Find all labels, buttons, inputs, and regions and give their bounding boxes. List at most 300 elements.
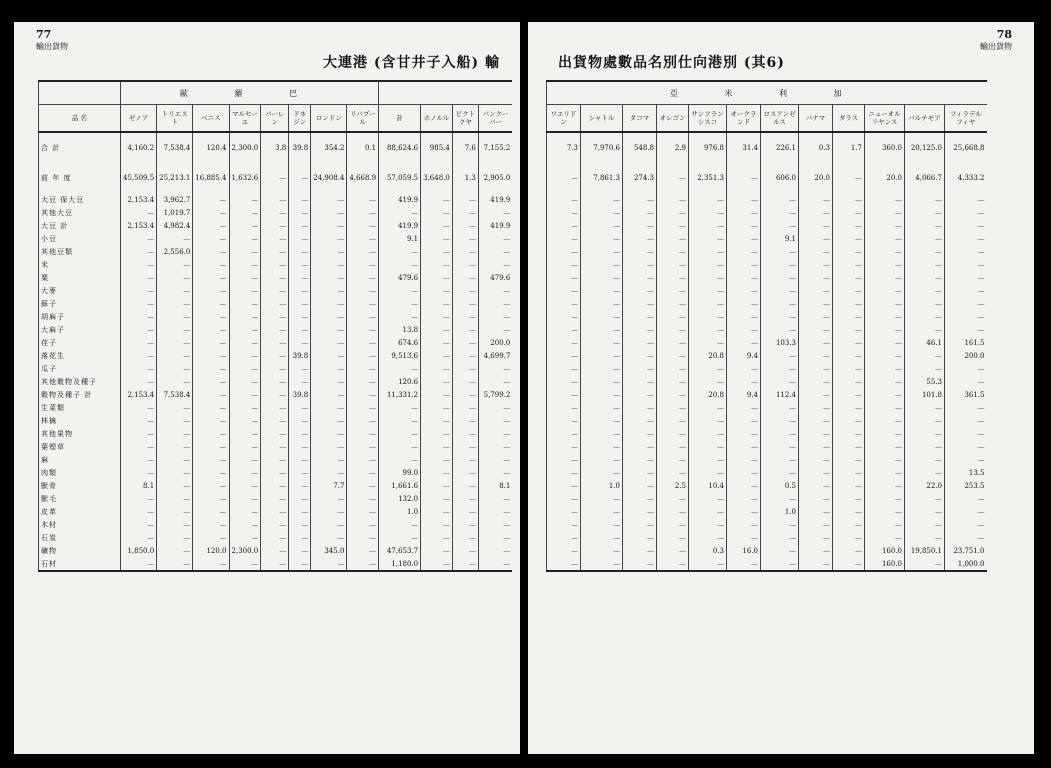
table-cell: 226.1 [761, 132, 799, 163]
table-cell: — [905, 258, 945, 271]
table-cell: — [727, 557, 761, 571]
table-cell: — [657, 453, 689, 466]
table-cell: — [657, 544, 689, 557]
table-cell: — [727, 193, 761, 206]
table-cell: — [121, 505, 157, 518]
table-cell: — [581, 557, 623, 571]
table-cell: 160.0 [865, 557, 905, 571]
table-row [547, 349, 987, 362]
row-label: 葉煙草 [39, 440, 121, 453]
table-cell: 120.6 [379, 375, 421, 388]
table-cell: — [761, 440, 799, 453]
table-cell: — [229, 323, 261, 336]
table-row [547, 310, 987, 323]
table-cell: 479.6 [379, 271, 421, 284]
table-cell: — [865, 518, 905, 531]
table-cell: — [547, 427, 581, 440]
table-cell: — [311, 518, 347, 531]
table-cell: — [121, 310, 157, 323]
table-cell: 1.0 [581, 479, 623, 492]
table-cell: — [761, 245, 799, 258]
table-cell: — [905, 505, 945, 518]
table-cell: — [623, 206, 657, 219]
table-cell: — [657, 557, 689, 571]
table-cell: — [905, 232, 945, 245]
table-cell: — [347, 492, 379, 505]
table-cell: — [547, 297, 581, 310]
table-cell: — [421, 271, 453, 284]
table-row [39, 453, 513, 466]
table-cell: — [478, 427, 512, 440]
table-cell: — [833, 206, 865, 219]
table-cell: — [478, 505, 512, 518]
table-row [39, 323, 513, 336]
table-row [547, 518, 987, 531]
table-cell: — [452, 518, 478, 531]
table-cell: — [421, 284, 453, 297]
table-cell: — [799, 557, 833, 571]
table-cell: — [452, 544, 478, 557]
table-cell: — [761, 323, 799, 336]
table-cell: — [865, 479, 905, 492]
page-subheader-right: 輸出貨物 [980, 42, 1012, 51]
export-table-right [546, 80, 987, 572]
table-cell: — [157, 271, 193, 284]
table-cell: — [452, 245, 478, 258]
table-cell: — [799, 427, 833, 440]
column-header: マルセーユ [229, 105, 261, 133]
column-header: ロンドン [311, 105, 347, 133]
table-cell: 9.4 [727, 388, 761, 401]
table-cell: — [547, 310, 581, 323]
table-cell: — [547, 323, 581, 336]
table-cell: — [311, 336, 347, 349]
table-row [39, 284, 513, 297]
table-cell: 24,908.4 [311, 163, 347, 193]
table-cell: — [229, 492, 261, 505]
table-row [547, 453, 987, 466]
table-row [547, 245, 987, 258]
table-cell: — [905, 466, 945, 479]
table-cell: — [478, 544, 512, 557]
table-row [39, 245, 513, 258]
row-label: 米 [39, 258, 121, 271]
table-cell: 20.0 [799, 163, 833, 193]
table-cell: — [865, 323, 905, 336]
table-cell: — [121, 258, 157, 271]
table-cell: — [229, 427, 261, 440]
table-cell: — [121, 245, 157, 258]
table-cell: — [833, 349, 865, 362]
table-cell: — [452, 193, 478, 206]
table-cell: — [689, 505, 727, 518]
table-cell: — [727, 310, 761, 323]
table-cell: — [421, 427, 453, 440]
table-cell: — [229, 336, 261, 349]
table-cell: — [833, 427, 865, 440]
table-cell: — [547, 219, 581, 232]
table-cell: 23,751.0 [945, 544, 987, 557]
table-cell: — [157, 466, 193, 479]
table-cell: 16,885.4 [193, 163, 229, 193]
table-cell: — [905, 206, 945, 219]
table-row [39, 232, 513, 245]
table-cell: — [261, 245, 289, 258]
table-cell: — [421, 518, 453, 531]
table-row [547, 284, 987, 297]
table-cell: — [865, 219, 905, 232]
table-cell: — [945, 297, 987, 310]
table-cell: — [157, 258, 193, 271]
table-cell: — [347, 206, 379, 219]
table-cell: — [478, 362, 512, 375]
table-cell: — [905, 557, 945, 571]
table-cell: — [547, 466, 581, 479]
table-cell: — [865, 427, 905, 440]
table-cell: — [761, 362, 799, 375]
table-cell: — [761, 258, 799, 271]
table-cell: — [311, 323, 347, 336]
table-cell: — [121, 297, 157, 310]
table-row [39, 414, 513, 427]
table-cell: 419.9 [478, 193, 512, 206]
table-cell: — [581, 219, 623, 232]
table-cell: — [289, 284, 311, 297]
page-title-right: 出貨物處數品名別仕向港別 (其6) [558, 55, 785, 71]
table-cell: — [121, 349, 157, 362]
table-cell: 345.0 [311, 544, 347, 557]
table-cell: — [581, 362, 623, 375]
row-label: 蘇子 [39, 297, 121, 310]
table-cell: — [905, 401, 945, 414]
table-cell: — [261, 531, 289, 544]
table-cell: — [657, 505, 689, 518]
table-cell: — [311, 453, 347, 466]
table-cell: — [905, 362, 945, 375]
table-cell: — [379, 453, 421, 466]
table-row [39, 349, 513, 362]
table-cell: — [657, 193, 689, 206]
table-row [547, 362, 987, 375]
table-cell: — [547, 163, 581, 193]
table-row [547, 375, 987, 388]
table-cell: — [833, 492, 865, 505]
table-cell: — [945, 401, 987, 414]
table-cell: — [689, 271, 727, 284]
table-cell: — [727, 518, 761, 531]
table-cell: 5,799.2 [478, 388, 512, 401]
table-cell: — [157, 427, 193, 440]
column-header-row [39, 105, 513, 133]
table-cell: — [799, 258, 833, 271]
table-row [39, 557, 513, 571]
table-cell: — [121, 492, 157, 505]
table-cell: — [193, 271, 229, 284]
table-cell: — [799, 414, 833, 427]
table-cell: — [581, 323, 623, 336]
table-row [39, 531, 513, 544]
table-cell: 2,905.0 [478, 163, 512, 193]
table-cell: — [193, 505, 229, 518]
table-cell: — [799, 362, 833, 375]
table-cell: — [347, 297, 379, 310]
table-cell: — [121, 518, 157, 531]
table-cell: — [121, 414, 157, 427]
table-cell: — [421, 414, 453, 427]
table-cell: — [421, 557, 453, 571]
table-cell: — [547, 349, 581, 362]
table-cell: 674.6 [379, 336, 421, 349]
table-row [39, 271, 513, 284]
table-cell: — [311, 245, 347, 258]
table-cell: 4,668.9 [347, 163, 379, 193]
table-cell: 479.6 [478, 271, 512, 284]
table-cell: — [865, 531, 905, 544]
table-cell: — [229, 193, 261, 206]
table-cell: — [289, 440, 311, 453]
table-cell: — [581, 466, 623, 479]
table-cell: 25,213.1 [157, 163, 193, 193]
table-cell: — [289, 401, 311, 414]
table-cell: — [623, 492, 657, 505]
table-cell: — [727, 362, 761, 375]
table-cell: — [581, 440, 623, 453]
table-row [39, 388, 513, 401]
table-cell: — [229, 505, 261, 518]
table-cell: 3,648.0 [421, 163, 453, 193]
table-cell: — [657, 427, 689, 440]
column-header: ドネジン [289, 105, 311, 133]
table-cell: — [761, 375, 799, 388]
table-cell: — [623, 453, 657, 466]
table-cell: 13.5 [945, 466, 987, 479]
table-cell: — [761, 557, 799, 571]
table-cell: — [945, 219, 987, 232]
table-cell: — [193, 206, 229, 219]
table-cell: — [727, 531, 761, 544]
table-cell: 976.8 [689, 132, 727, 163]
table-cell: — [623, 336, 657, 349]
table-cell: — [905, 284, 945, 297]
table-cell: — [452, 453, 478, 466]
table-cell: — [379, 362, 421, 375]
table-cell: — [311, 219, 347, 232]
table-cell: — [865, 336, 905, 349]
table-cell: — [289, 544, 311, 557]
table-cell: 99.0 [379, 466, 421, 479]
table-cell: — [623, 219, 657, 232]
table-cell: — [289, 557, 311, 571]
table-cell: — [581, 297, 623, 310]
table-cell: — [121, 271, 157, 284]
table-cell: — [347, 193, 379, 206]
table-row [547, 531, 987, 544]
table-cell: — [581, 375, 623, 388]
table-cell: — [623, 466, 657, 479]
table-cell: — [727, 323, 761, 336]
table-row [39, 427, 513, 440]
table-cell: — [761, 284, 799, 297]
table-cell: — [421, 336, 453, 349]
table-cell: — [157, 531, 193, 544]
table-cell: — [833, 258, 865, 271]
table-cell: 20,125.0 [905, 132, 945, 163]
table-cell: — [761, 453, 799, 466]
table-cell: — [799, 349, 833, 362]
table-cell: — [581, 401, 623, 414]
table-cell: — [581, 284, 623, 297]
table-cell: 9.1 [379, 232, 421, 245]
table-cell: 46.1 [905, 336, 945, 349]
table-cell: — [547, 531, 581, 544]
column-header: シャトル [581, 105, 623, 133]
table-cell: 4,333.2 [945, 163, 987, 193]
table-cell: — [833, 557, 865, 571]
table-cell: 1,661.6 [379, 479, 421, 492]
table-cell: — [229, 232, 261, 245]
column-header: ダラス [833, 105, 865, 133]
table-cell: — [347, 557, 379, 571]
table-cell: — [452, 206, 478, 219]
table-cell: — [421, 193, 453, 206]
table-cell: — [261, 349, 289, 362]
table-row [39, 362, 513, 375]
table-cell: — [865, 401, 905, 414]
row-label: 獸骨 [39, 479, 121, 492]
left-page [14, 22, 520, 754]
table-cell: — [193, 245, 229, 258]
table-cell: — [761, 466, 799, 479]
table-cell: — [421, 453, 453, 466]
table-cell: — [261, 258, 289, 271]
table-cell: — [229, 453, 261, 466]
table-cell: — [347, 518, 379, 531]
table-cell: — [452, 531, 478, 544]
table-cell: — [452, 427, 478, 440]
table-row [547, 388, 987, 401]
table-cell: — [945, 206, 987, 219]
table-cell: — [761, 271, 799, 284]
table-cell: — [229, 531, 261, 544]
table-cell: — [311, 310, 347, 323]
table-cell: — [799, 531, 833, 544]
table-cell: — [727, 375, 761, 388]
table-cell: 20.8 [689, 388, 727, 401]
table-cell: — [727, 453, 761, 466]
table-cell: — [623, 401, 657, 414]
table-cell: — [689, 336, 727, 349]
table-cell: — [311, 297, 347, 310]
table-cell: — [581, 336, 623, 349]
table-cell: — [289, 323, 311, 336]
table-cell: — [193, 219, 229, 232]
row-label: 石炭 [39, 531, 121, 544]
table-cell: — [311, 401, 347, 414]
table-cell: — [833, 219, 865, 232]
table-cell: — [833, 193, 865, 206]
table-cell: — [623, 271, 657, 284]
table-cell: 103.3 [761, 336, 799, 349]
table-cell: — [261, 401, 289, 414]
table-cell: 360.0 [865, 132, 905, 163]
table-cell: — [289, 258, 311, 271]
table-row [39, 163, 513, 193]
table-cell: — [347, 414, 379, 427]
table-cell: — [193, 440, 229, 453]
table-cell: — [421, 492, 453, 505]
table-cell: — [945, 323, 987, 336]
table-cell: — [623, 258, 657, 271]
table-cell: — [261, 440, 289, 453]
table-cell: — [157, 375, 193, 388]
region-label-europe: 歐 羅 巴 [121, 81, 379, 105]
table-cell: — [865, 505, 905, 518]
table-cell: — [379, 206, 421, 219]
table-cell: — [945, 271, 987, 284]
table-cell: 1,019.7 [157, 206, 193, 219]
row-label: 礦物 [39, 544, 121, 557]
table-cell: — [581, 492, 623, 505]
header-group-row [547, 81, 987, 105]
table-cell: — [905, 323, 945, 336]
table-cell: — [833, 375, 865, 388]
table-cell: — [452, 232, 478, 245]
table-cell: — [865, 349, 905, 362]
table-cell: — [657, 258, 689, 271]
table-cell: — [478, 375, 512, 388]
table-cell: — [157, 297, 193, 310]
column-header: ロスアンゼルス [761, 105, 799, 133]
table-cell: — [452, 505, 478, 518]
table-cell: — [289, 163, 311, 193]
table-cell: — [689, 323, 727, 336]
table-cell: 7,538.4 [157, 132, 193, 163]
table-cell: 0.3 [799, 132, 833, 163]
table-cell: — [623, 544, 657, 557]
table-cell: — [452, 336, 478, 349]
table-cell: — [157, 310, 193, 323]
table-cell: — [347, 271, 379, 284]
table-cell: — [623, 193, 657, 206]
table-cell: 354.2 [311, 132, 347, 163]
table-cell: 3,962.7 [157, 193, 193, 206]
table-cell: — [905, 219, 945, 232]
table-cell: — [945, 193, 987, 206]
table-cell: — [261, 163, 289, 193]
table-cell: — [689, 427, 727, 440]
table-cell: — [833, 310, 865, 323]
row-label: 大豆 保大豆 [39, 193, 121, 206]
table-cell: — [905, 453, 945, 466]
table-cell: — [193, 479, 229, 492]
table-cell: 2.9 [657, 132, 689, 163]
table-cell: — [547, 206, 581, 219]
table-cell: — [421, 245, 453, 258]
table-row [547, 557, 987, 571]
table-cell: — [689, 531, 727, 544]
table-cell: 7,155.2 [478, 132, 512, 163]
table-cell: — [311, 557, 347, 571]
table-row [39, 206, 513, 219]
table-cell: 253.5 [945, 479, 987, 492]
table-cell: — [289, 362, 311, 375]
column-header: タコマ [623, 105, 657, 133]
table-cell: — [623, 518, 657, 531]
table-cell: — [157, 232, 193, 245]
table-row [39, 336, 513, 349]
table-cell: — [379, 245, 421, 258]
table-cell: — [193, 193, 229, 206]
